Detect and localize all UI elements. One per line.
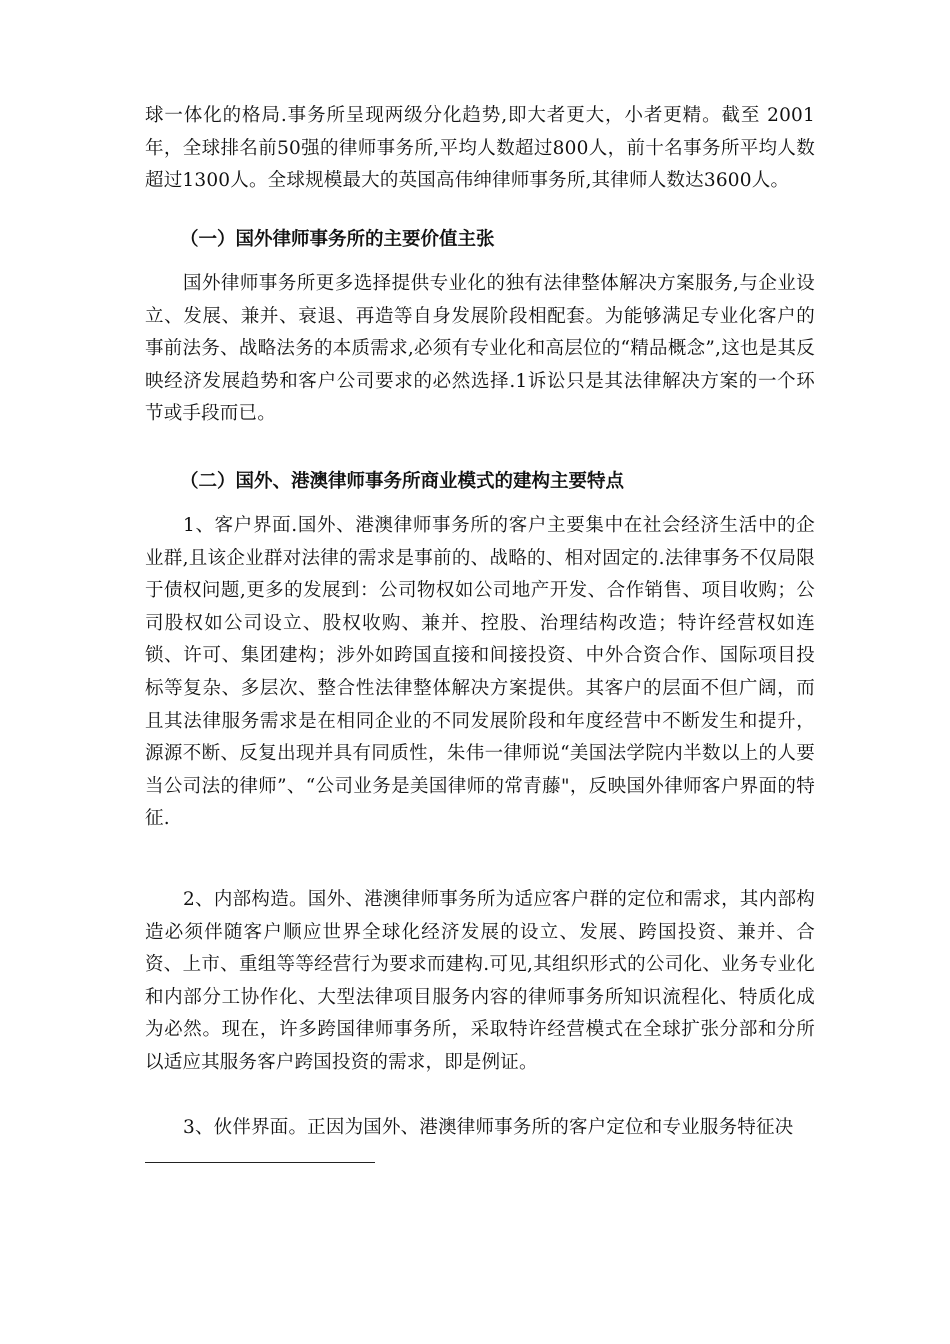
- customer-interface-paragraph: 1、客户界面.国外、港澳律师事务所的客户主要集中在社会经济生活中的企业群,且该企业群对法律的需求是事前的、战略的、相对固定的.法律事务不仅局限于债权问题,更多的发展到：公司物权如公司地产开发、合作销售、项目收购；公司股权如公司设立、股权收购、兼并、控股、治理结构改造；特许经营权如连锁、许可、集团建构；涉外如跨国直接和间接投资、中外合资合作、国际项目投标等复杂、多层次、整合性法律整体解决方案提供。其客户的层面不但广阔，而且其法律服务需求是在相同企业的不同发展阶段和年度经营中不断发生和提升，源源不断、反复出现并具有同质性，朱伟一律师说“美国法学院内半数以上的人要当公司法的律师”、“公司业务是美国律师的常青藤"，反映国外律师客户界面的特征.: [145, 515, 815, 830]
- intro-paragraph: 球一体化的格局.事务所呈现两级分化趋势,即大者更大，小者更精。截至 2001年，全球排名前50强的律师事务所,平均人数超过800人，前十名事务所平均人数超过1300人。全球规模最大的英国高伟绅律师事务所,其律师人数达3600人。: [145, 105, 815, 192]
- partner-interface-paragraph: 3、伙伴界面。正因为国外、港澳律师事务所的客户定位和专业服务特征决: [183, 1117, 794, 1138]
- internal-structure-paragraph: 2、内部构造。国外、港澳律师事务所为适应客户群的定位和需求，其内部构造必须伴随客户顺应世界全球化经济发展的设立、发展、跨国投资、兼并、合资、上市、重组等等经营行为要求而建构.可见,其组织形式的公司化、业务专业化和内部分工协作化、大型法律项目服务内容的律师事务所知识流程化、特质化成为必然。现在，许多跨国律师事务所，采取特许经营模式在全球扩张分部和分所以适应其服务客户跨国投资的需求，即是例证。: [145, 889, 815, 1073]
- section-heading-2: （二）国外、港澳律师事务所商业模式的建构主要特点: [180, 471, 625, 492]
- section-heading-1: （一）国外律师事务所的主要价值主张: [180, 229, 495, 250]
- footnote-separator: [145, 1162, 375, 1163]
- section-1-paragraph: 国外律师事务所更多选择提供专业化的独有法律整体解决方案服务,与企业设立、发展、兼并、衰退、再造等自身发展阶段相配套。为能够满足专业化客户的事前法务、战略法务的本质需求,必须有专业化和高层位的“精品概念”,这也是其反映经济发展趋势和客户公司要求的必然选择.1诉讼只是其法律解决方案的一个环节或手段而已。: [145, 273, 815, 425]
